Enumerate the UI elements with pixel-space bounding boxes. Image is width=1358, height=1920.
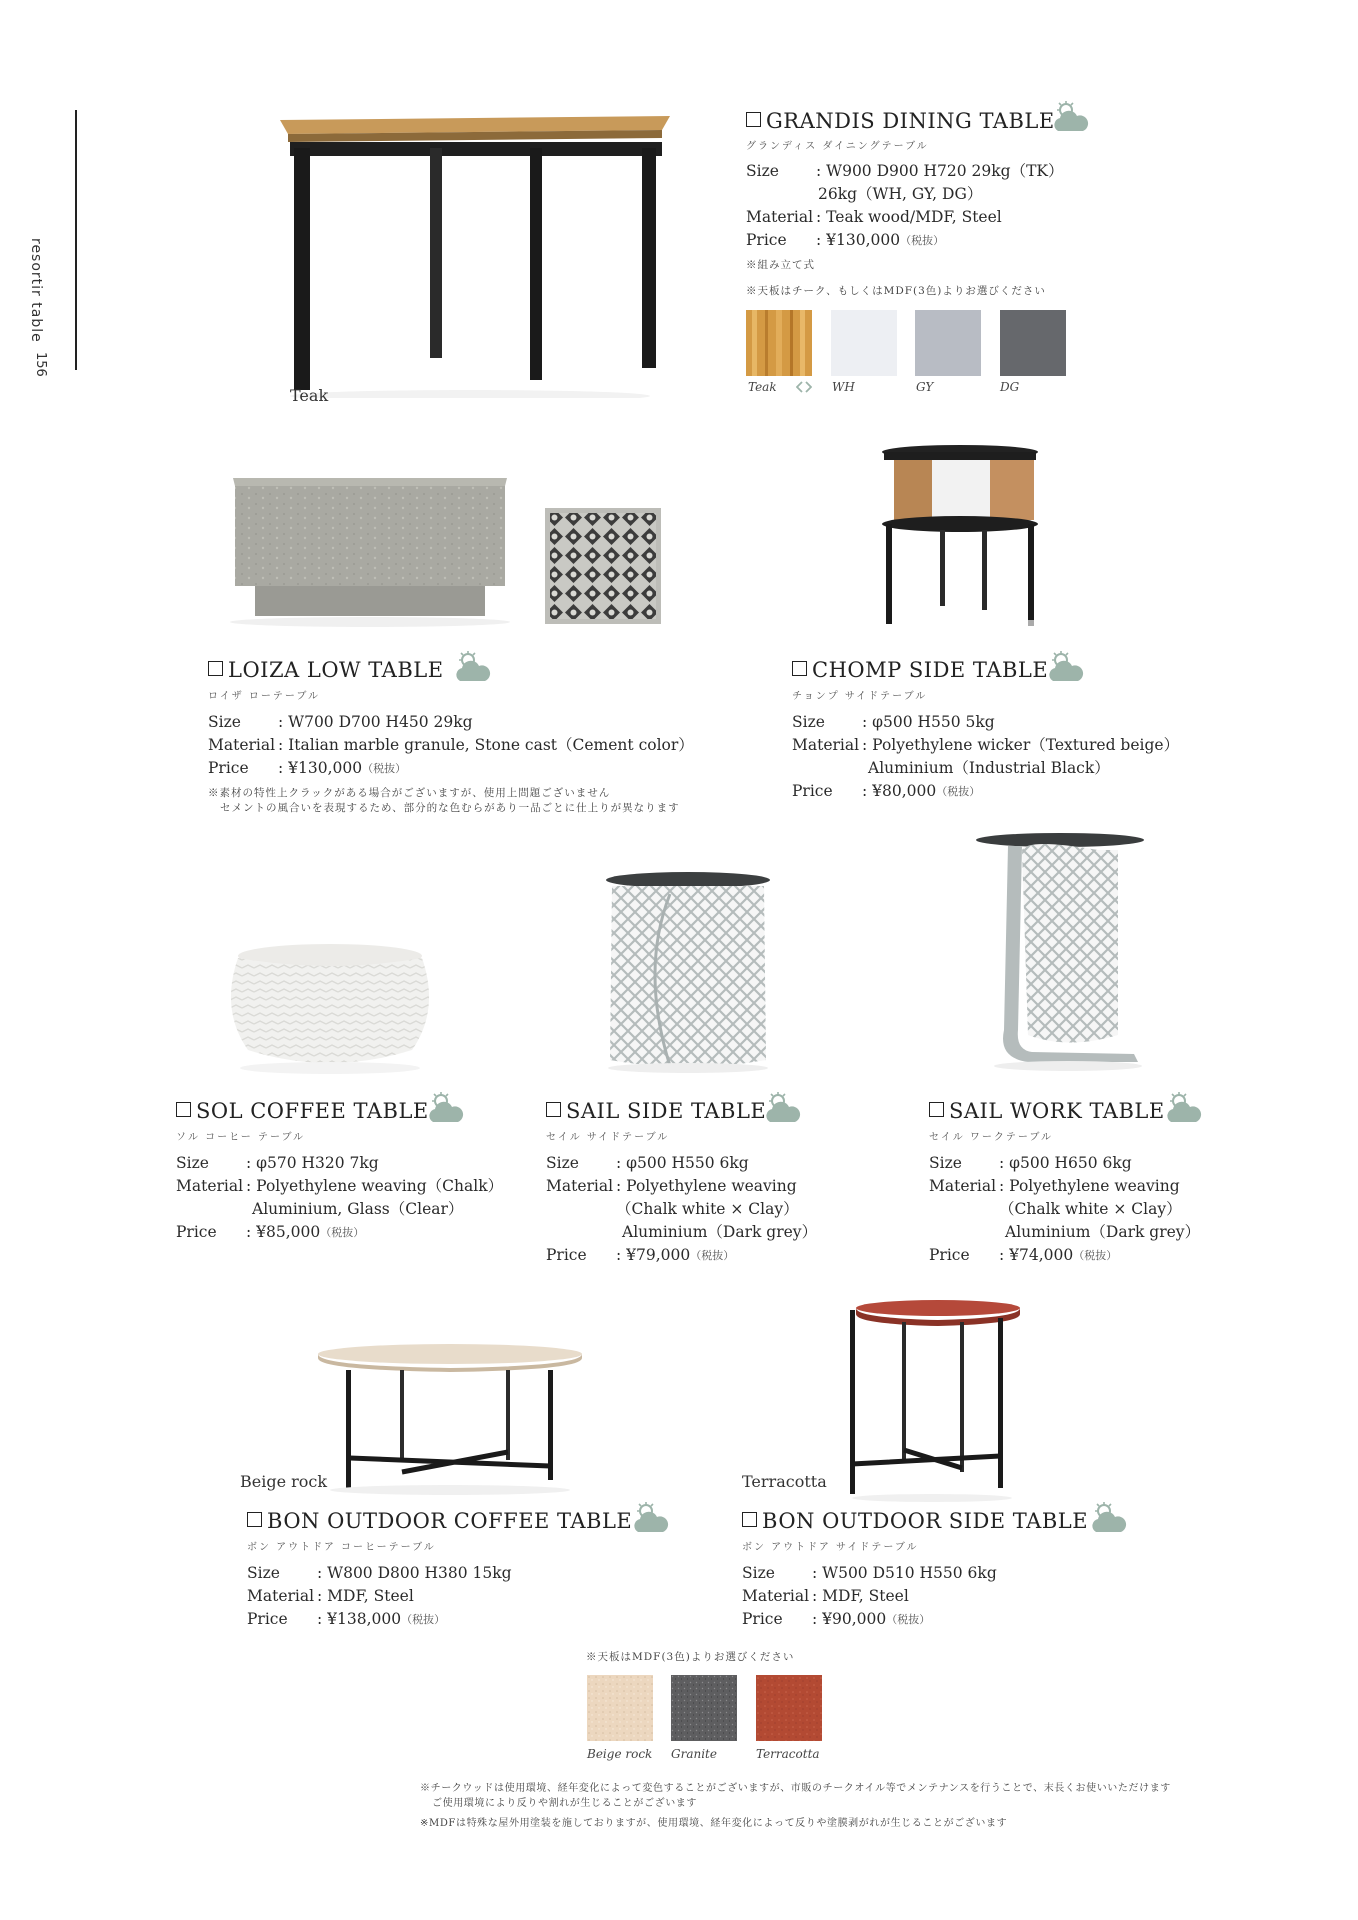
bon-side-specs xyxy=(742,1562,997,1631)
checkbox-icon xyxy=(546,1102,561,1117)
tax-label: （税抜） xyxy=(1073,1249,1118,1262)
sail-side-specs xyxy=(546,1152,817,1267)
sol-coffee-table-image xyxy=(218,940,448,1080)
material-value-2: Aluminium（Industrial Black） xyxy=(868,759,1110,777)
material-key: Material xyxy=(746,208,814,226)
material-value: : Polyethylene weaving xyxy=(999,1177,1180,1195)
material-value: : Italian marble granule, Stone cast（Cement color） xyxy=(278,736,694,754)
swatch-label-terracotta: Terracotta xyxy=(756,1747,820,1761)
loiza-specs xyxy=(208,711,694,780)
tax-label: （税抜） xyxy=(401,1613,446,1626)
price-value: : ¥79,000 xyxy=(616,1246,691,1264)
bon-coffee-title-ja: ボン アウトドア コーヒーテーブル xyxy=(247,1542,436,1553)
material-value-3: Aluminium（Dark grey） xyxy=(1005,1223,1201,1241)
sail-work-specs xyxy=(929,1152,1200,1267)
price-key: Price xyxy=(208,759,249,777)
loiza-low-table-image xyxy=(225,470,515,630)
swatch-teak xyxy=(746,310,812,376)
sun-cloud-outdoor-icon xyxy=(1163,1091,1203,1125)
price-key: Price xyxy=(792,782,833,800)
size-key: Size xyxy=(176,1154,209,1172)
size-key: Size xyxy=(247,1564,280,1582)
swatch-label-gy: GY xyxy=(916,380,934,394)
page-number: 156 xyxy=(33,352,48,377)
tax-label: （税抜） xyxy=(900,234,945,247)
size-value: : φ500 H550 5kg xyxy=(862,713,995,731)
material-value: : Teak wood/MDF, Steel xyxy=(816,208,1002,226)
grandis-note-assembly: ※組み立て式 xyxy=(746,259,815,271)
bon-coffee-caption: Beige rock xyxy=(240,1472,328,1491)
bon-coffee-title-text: BON OUTDOOR COFFEE TABLE xyxy=(267,1509,633,1533)
size-value-2: 26kg（WH, GY, DG） xyxy=(818,185,983,203)
bon-side-title xyxy=(742,1509,1088,1533)
bon-side-title-text: BON OUTDOOR SIDE TABLE xyxy=(762,1509,1089,1533)
chomp-title xyxy=(792,658,1048,682)
material-value-2: （Chalk white × Clay） xyxy=(999,1200,1182,1218)
sol-title-ja: ソル コーヒー テーブル xyxy=(176,1132,306,1143)
sun-cloud-outdoor-icon xyxy=(1045,650,1085,684)
tax-label: （税抜） xyxy=(936,785,981,798)
price-value: : ¥138,000 xyxy=(317,1610,402,1628)
grandis-title xyxy=(746,109,1055,133)
size-key: Size xyxy=(546,1154,579,1172)
swatch-label-granite: Granite xyxy=(671,1747,717,1761)
checkbox-icon xyxy=(929,1102,944,1117)
sol-specs xyxy=(176,1152,503,1244)
size-key: Size xyxy=(792,713,825,731)
sun-cloud-outdoor-icon xyxy=(425,1091,465,1125)
bon-side-table-image xyxy=(842,1296,1022,1506)
material-key: Material xyxy=(176,1177,244,1195)
swatch-label-beige-rock: Beige rock xyxy=(587,1747,653,1761)
checkbox-icon xyxy=(176,1102,191,1117)
footer-note-teak: ※チークウッドは使用環境、経年変化によって変色することがございますが、市販のチークオイル等でメンテナンスを行うことで、末長くお使いいただけます xyxy=(420,1783,1171,1794)
size-value: : W500 D510 H550 6kg xyxy=(812,1564,997,1582)
loiza-title-text: LOIZA LOW TABLE xyxy=(228,658,444,682)
price-key: Price xyxy=(742,1610,783,1628)
bon-swatch-note: ※天板はMDF(3色)よりお選びください xyxy=(586,1651,795,1663)
chomp-specs xyxy=(792,711,1179,803)
sail-side-title xyxy=(546,1099,766,1123)
bon-coffee-title xyxy=(247,1509,632,1533)
price-value: : ¥130,000 xyxy=(816,231,901,249)
size-key: Size xyxy=(208,713,241,731)
bon-side-caption: Terracotta xyxy=(742,1472,827,1491)
material-value: : Polyethylene weaving（Chalk） xyxy=(246,1177,504,1195)
swatch-gy xyxy=(915,310,981,376)
grandis-note-top: ※天板はチーク、もしくはMDF(3色)よりお選びください xyxy=(746,285,1046,297)
size-value: : W900 D900 H720 29kg（TK） xyxy=(816,162,1064,180)
footer-note-mdf: ※MDFは特殊な屋外用塗装を施しておりますが、使用環境、経年変化によって反りや塗膜剥がれが生じることがございます xyxy=(420,1818,1008,1829)
size-value: : φ570 H320 7kg xyxy=(246,1154,379,1172)
size-value: : W700 D700 H450 29kg xyxy=(278,713,473,731)
size-key: Size xyxy=(746,162,779,180)
sail-work-title-ja: セイル ワークテーブル xyxy=(929,1132,1053,1143)
swap-arrows-icon xyxy=(796,380,812,394)
loiza-title-ja: ロイザ ローテーブル xyxy=(208,691,320,702)
swatch-label-dg: DG xyxy=(1000,380,1020,394)
loiza-title xyxy=(208,658,444,682)
price-value: : ¥74,000 xyxy=(999,1246,1074,1264)
swatch-terracotta xyxy=(756,1675,822,1741)
swatch-label-wh: WH xyxy=(832,380,855,394)
size-key: Size xyxy=(742,1564,775,1582)
sail-work-table-image xyxy=(968,830,1148,1080)
material-value-3: Aluminium（Dark grey） xyxy=(622,1223,818,1241)
sol-title-text: SOL COFFEE TABLE xyxy=(196,1099,429,1123)
size-value: : φ500 H650 6kg xyxy=(999,1154,1132,1172)
grandis-title-text: GRANDIS DINING TABLE xyxy=(766,109,1055,133)
checkbox-icon xyxy=(792,661,807,676)
bon-side-title-ja: ボン アウトドア サイドテーブル xyxy=(742,1542,919,1553)
sun-cloud-outdoor-icon xyxy=(762,1091,802,1125)
loiza-tile-pattern-image xyxy=(545,508,661,624)
footer-note-teak-2: ご使用環境により反りや割れが生じることがございます xyxy=(432,1798,697,1809)
price-value: : ¥90,000 xyxy=(812,1610,887,1628)
material-value-2: （Chalk white × Clay） xyxy=(616,1200,799,1218)
sol-title xyxy=(176,1099,429,1123)
sail-side-title-ja: セイル サイドテーブル xyxy=(546,1132,670,1143)
material-key: Material xyxy=(742,1587,810,1605)
material-key: Material xyxy=(929,1177,997,1195)
sun-cloud-outdoor-icon xyxy=(1050,100,1090,134)
grandis-title-ja: グランディス ダイニングテーブル xyxy=(746,141,929,152)
sail-work-title-text: SAIL WORK TABLE xyxy=(949,1099,1165,1123)
price-key: Price xyxy=(746,231,787,249)
swatch-beige-rock xyxy=(587,1675,653,1741)
grandis-specs xyxy=(746,160,1064,252)
chomp-side-table-image xyxy=(870,440,1050,640)
sun-cloud-outdoor-icon xyxy=(630,1501,670,1535)
price-value: : ¥80,000 xyxy=(862,782,937,800)
material-key: Material xyxy=(546,1177,614,1195)
swatch-label-teak: Teak xyxy=(748,380,777,394)
loiza-note-2: セメントの風合いを表現するため、部分的な色むらがあり一品ごとに仕上りが異なります xyxy=(220,802,680,814)
tax-label: （税抜） xyxy=(320,1226,365,1239)
swatch-wh xyxy=(831,310,897,376)
chomp-title-ja: チョンプ サイドテーブル xyxy=(792,691,928,702)
price-value: : ¥85,000 xyxy=(246,1223,321,1241)
material-key: Material xyxy=(247,1587,315,1605)
checkbox-icon xyxy=(742,1512,757,1527)
size-key: Size xyxy=(929,1154,962,1172)
tax-label: （税抜） xyxy=(886,1613,931,1626)
bon-coffee-table-image xyxy=(310,1340,590,1500)
sail-side-title-text: SAIL SIDE TABLE xyxy=(566,1099,767,1123)
material-key: Material xyxy=(792,736,860,754)
sun-cloud-outdoor-icon xyxy=(452,650,492,684)
swatch-dg xyxy=(1000,310,1066,376)
sail-side-table-image xyxy=(600,870,780,1080)
price-value: : ¥130,000 xyxy=(278,759,363,777)
price-key: Price xyxy=(546,1246,587,1264)
size-value: : φ500 H550 6kg xyxy=(616,1154,749,1172)
grandis-dining-table-image xyxy=(270,108,690,398)
size-value: : W800 D800 H380 15kg xyxy=(317,1564,512,1582)
material-key: Material xyxy=(208,736,276,754)
checkbox-icon xyxy=(746,112,761,127)
material-value: : MDF, Steel xyxy=(317,1587,414,1605)
price-key: Price xyxy=(176,1223,217,1241)
material-value: : Polyethylene wicker（Textured beige） xyxy=(862,736,1180,754)
chomp-title-text: CHOMP SIDE TABLE xyxy=(812,658,1049,682)
loiza-note-1: ※素材の特性上クラックがある場合がございますが、使用上問題ございません xyxy=(208,787,611,799)
sail-work-title xyxy=(929,1099,1165,1123)
bon-coffee-specs xyxy=(247,1562,512,1631)
grandis-caption: Teak xyxy=(290,386,329,405)
checkbox-icon xyxy=(247,1512,262,1527)
tax-label: （税抜） xyxy=(690,1249,735,1262)
sidebar-rule xyxy=(75,110,77,370)
material-value-2: Aluminium, Glass（Clear） xyxy=(252,1200,464,1218)
sun-cloud-outdoor-icon xyxy=(1088,1501,1128,1535)
price-key: Price xyxy=(247,1610,288,1628)
section-label: resortir table xyxy=(28,238,44,343)
material-value: : MDF, Steel xyxy=(812,1587,909,1605)
price-key: Price xyxy=(929,1246,970,1264)
tax-label: （税抜） xyxy=(362,762,407,775)
swatch-granite xyxy=(671,1675,737,1741)
material-value: : Polyethylene weaving xyxy=(616,1177,797,1195)
checkbox-icon xyxy=(208,661,223,676)
